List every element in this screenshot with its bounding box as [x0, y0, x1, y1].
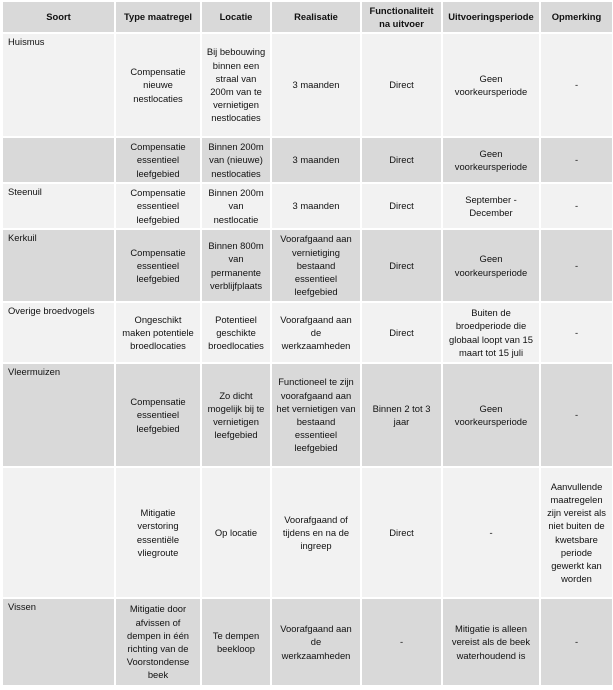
cell-type-maatregel: Compensatie essentieel leefgebied: [115, 229, 201, 302]
table-row: [2, 33, 613, 137]
cell-opmerking: -: [540, 137, 613, 183]
cell-functionaliteit: Direct: [361, 467, 442, 598]
cell-soort: Steenuil: [2, 183, 115, 229]
cell-type-maatregel: Mitigatie verstoring essentiële vliegroute: [115, 467, 201, 598]
cell-soort: [2, 137, 115, 183]
cell-uitvoeringsperiode: Buiten de broedperiode die globaal loopt van 15 maart tot 15 juli: [442, 302, 540, 363]
header-opmerking: Opmerking: [540, 1, 613, 33]
cell-opmerking: -: [540, 183, 613, 229]
cell-locatie: Te dempen beekloop: [201, 598, 271, 686]
cell-type-maatregel: Compensatie essentieel leefgebied: [115, 183, 201, 229]
table-row: [2, 229, 613, 302]
cell-uitvoeringsperiode: -: [442, 467, 540, 598]
cell-opmerking: -: [540, 302, 613, 363]
cell-realisatie: 3 maanden: [271, 33, 361, 137]
cell-uitvoeringsperiode: September - December: [442, 183, 540, 229]
cell-functionaliteit: -: [361, 598, 442, 686]
cell-soort: Kerkuil: [2, 229, 115, 302]
cell-locatie: Binnen 200m van nestlocatie: [201, 183, 271, 229]
cell-realisatie: Voorafgaand aan vernietiging bestaand essentieel leefgebied: [271, 229, 361, 302]
cell-realisatie: 3 maanden: [271, 183, 361, 229]
table-row: [2, 598, 613, 686]
cell-uitvoeringsperiode: Geen voorkeursperiode: [442, 137, 540, 183]
cell-locatie: Zo dicht mogelijk bij te vernietigen leefgebied: [201, 363, 271, 467]
header-realisatie: Realisatie: [271, 1, 361, 33]
header-row: [2, 1, 613, 33]
cell-uitvoeringsperiode: Geen voorkeursperiode: [442, 229, 540, 302]
cell-opmerking: -: [540, 598, 613, 686]
cell-functionaliteit: Binnen 2 tot 3 jaar: [361, 363, 442, 467]
cell-uitvoeringsperiode: Mitigatie is alleen vereist als de beek waterhoudend is: [442, 598, 540, 686]
maatregelen-table: [1, 0, 613, 687]
cell-opmerking: -: [540, 33, 613, 137]
cell-functionaliteit: Direct: [361, 137, 442, 183]
cell-locatie: Bij bebouwing binnen een straal van 200m van te vernietigen nestlocaties: [201, 33, 271, 137]
cell-locatie: Binnen 800m van permanente verblijfplaats: [201, 229, 271, 302]
cell-realisatie: Functioneel te zijn voorafgaand aan het vernietigen van bestaand essentieel leefgebied: [271, 363, 361, 467]
table-row: [2, 302, 613, 363]
cell-uitvoeringsperiode: Geen voorkeursperiode: [442, 363, 540, 467]
cell-locatie: Binnen 200m van (nieuwe) nestlocaties: [201, 137, 271, 183]
cell-type-maatregel: Compensatie essentieel leefgebied: [115, 363, 201, 467]
cell-soort: Huismus: [2, 33, 115, 137]
cell-realisatie: Voorafgaand aan de werkzaamheden: [271, 302, 361, 363]
cell-uitvoeringsperiode: Geen voorkeursperiode: [442, 33, 540, 137]
cell-functionaliteit: Direct: [361, 33, 442, 137]
cell-functionaliteit: Direct: [361, 183, 442, 229]
cell-type-maatregel: Mitigatie door afvissen of dempen in één richting van de Voorstondense beek: [115, 598, 201, 686]
cell-realisatie: 3 maanden: [271, 137, 361, 183]
table-row: [2, 467, 613, 598]
cell-type-maatregel: Compensatie nieuwe nestlocaties: [115, 33, 201, 137]
header-functionaliteit: Functionaliteit na uitvoer: [361, 1, 442, 33]
cell-soort: Vissen: [2, 598, 115, 686]
cell-locatie: Potentieel geschikte broedlocaties: [201, 302, 271, 363]
cell-soort: Vleermuizen: [2, 363, 115, 467]
cell-soort: Overige broedvogels: [2, 302, 115, 363]
cell-functionaliteit: Direct: [361, 302, 442, 363]
cell-opmerking: -: [540, 363, 613, 467]
table-row: [2, 183, 613, 229]
cell-soort: [2, 467, 115, 598]
cell-opmerking: Aanvullende maatregelen zijn vereist als niet buiten de kwetsbare periode gewerkt kan worden: [540, 467, 613, 598]
cell-realisatie: Voorafgaand aan de werkzaamheden: [271, 598, 361, 686]
cell-type-maatregel: Ongeschikt maken potentiele broedlocaties: [115, 302, 201, 363]
table-row: [2, 363, 613, 467]
cell-locatie: Op locatie: [201, 467, 271, 598]
header-soort: Soort: [2, 1, 115, 33]
cell-functionaliteit: Direct: [361, 229, 442, 302]
table-row: [2, 137, 613, 183]
header-locatie: Locatie: [201, 1, 271, 33]
header-type-maatregel: Type maatregel: [115, 1, 201, 33]
cell-realisatie: Voorafgaand of tijdens en na de ingreep: [271, 467, 361, 598]
cell-type-maatregel: Compensatie essentieel leefgebied: [115, 137, 201, 183]
cell-opmerking: -: [540, 229, 613, 302]
header-uitvoeringsperiode: Uitvoeringsperiode: [442, 1, 540, 33]
